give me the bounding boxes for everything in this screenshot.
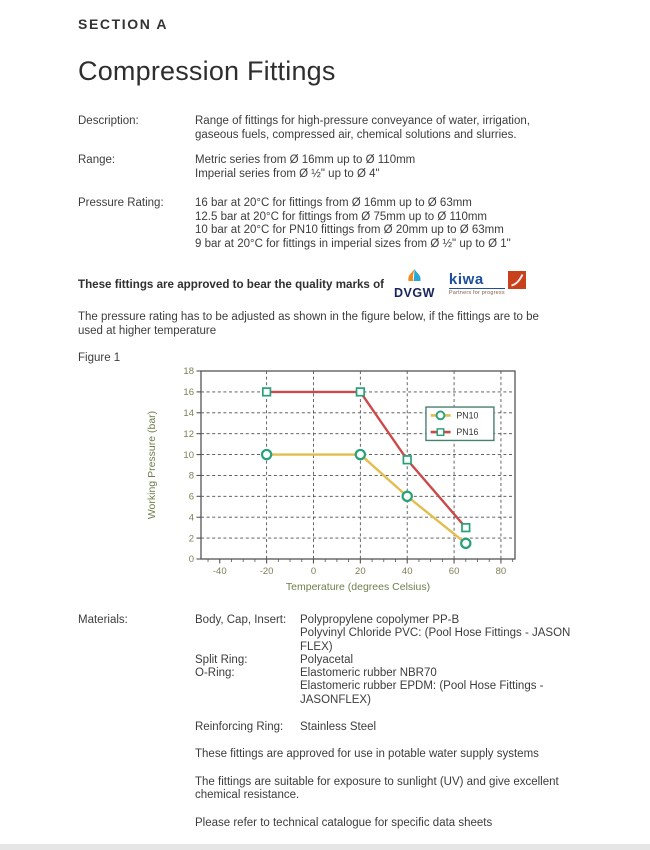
dvgw-logo: [394, 269, 435, 299]
material-value: Polyvinyl Chloride PVC: (Pool Hose Fittings - JASON: [300, 627, 571, 640]
spec-value: 16 bar at 20°C for fittings from Ø 16mm up to Ø 63mm 12.5 bar at 20°C for fittings from Ø 75mm up to Ø 110mm 10 bar at 20°C for PN10 fittings from Ø 20mm up to Ø 63mm 9 bar at 20°C for fittings in imperial sizes from Ø ½" up to Ø 1": [195, 197, 511, 250]
svg-text:0: 0: [310, 566, 317, 577]
materials-notes: [78, 748, 594, 830]
dvgw-flame-icon: [404, 269, 425, 287]
note-uv-resistance: The fittings are suitable for exposure to sunlight (UV) and give excellent chemical resistance.: [195, 775, 559, 802]
svg-text:-40: -40: [212, 566, 227, 577]
adjust-note: The pressure rating has to be adjusted as shown in the figure below, if the fittings are to be used at higher temperature: [78, 311, 539, 337]
svg-text:0: 0: [188, 554, 194, 566]
page-footer-strip: [0, 844, 650, 850]
materials-label: Materials:: [78, 614, 128, 626]
dvgw-wordmark: DVGW: [394, 286, 435, 300]
svg-text:40: 40: [401, 566, 413, 577]
kiwa-wordmark-block: [448, 270, 505, 296]
kiwa-logo: [448, 270, 526, 296]
page-title: Compression Fittings: [78, 56, 336, 86]
material-value: Stainless Steel: [300, 721, 377, 734]
note-potable-water: These fittings are approved for use in potable water supply systems: [195, 748, 539, 761]
material-value: Elastomeric rubber NBR70: [300, 667, 437, 680]
svg-text:-20: -20: [259, 566, 274, 577]
svg-text:10: 10: [183, 449, 194, 461]
kiwa-mark-icon: [508, 271, 526, 294]
svg-text:12: 12: [183, 428, 194, 440]
spec-value: Range of fittings for high-pressure conveyance of water, irrigation, gaseous fuels, compressed air, chemical solutions and slurries.: [195, 115, 530, 141]
material-key: Split Ring:: [195, 653, 248, 666]
svg-text:2: 2: [188, 533, 194, 545]
svg-text:PN16: PN16: [456, 427, 479, 438]
svg-text:14: 14: [183, 407, 194, 419]
materials-grid: [78, 614, 594, 734]
material-value: FLEX): [300, 640, 333, 653]
svg-text:8: 8: [188, 470, 194, 482]
note-catalogue: Please refer to technical catalogue for specific data sheets: [195, 816, 493, 829]
material-key: O-Ring:: [195, 667, 235, 680]
svg-text:20: 20: [355, 566, 366, 577]
approval-line: [78, 267, 594, 301]
material-value: Polyacetal: [300, 653, 354, 666]
svg-text:Temperature (degrees Celsius): Temperature (degrees Celsius): [285, 581, 431, 593]
figure-block: [141, 366, 594, 602]
svg-text:18: 18: [183, 366, 194, 378]
spec-label: Description:: [78, 115, 139, 127]
kiwa-tagline: Partners for progress: [448, 289, 505, 296]
figure-caption: Figure 1: [78, 352, 121, 364]
svg-text:4: 4: [188, 512, 194, 524]
approval-text: These fittings are approved to bear the quality marks of: [78, 277, 385, 291]
material-key: Reinforcing Ring:: [195, 721, 284, 734]
svg-text:Working Pressure (bar): Working Pressure (bar): [146, 410, 158, 520]
spec-row-pressure-rating: [78, 197, 594, 251]
spec-row-range: [78, 154, 594, 181]
svg-text:60: 60: [448, 566, 460, 577]
materials-section: [78, 614, 594, 830]
svg-text:16: 16: [183, 387, 194, 399]
material-value: Elastomeric rubber EPDM: (Pool Hose Fittings -: [300, 680, 544, 693]
svg-text:6: 6: [188, 491, 194, 503]
spec-label: Range:: [78, 154, 116, 166]
spec-value: Metric series from Ø 16mm up to Ø 110mm Imperial series from Ø ½" up to Ø 4": [195, 154, 416, 180]
material-value: Polypropylene copolymer PP-B: [300, 614, 460, 626]
material-key: Body, Cap, Insert:: [195, 614, 287, 626]
svg-text:80: 80: [495, 566, 507, 577]
spec-row-description: [78, 115, 594, 142]
spec-list: [78, 115, 594, 251]
pressure-temperature-chart: [141, 366, 611, 602]
section-label: SECTION A: [78, 16, 169, 32]
svg-text:PN10: PN10: [456, 410, 479, 421]
kiwa-wordmark: kiwa: [449, 273, 505, 289]
spec-label: Pressure Rating:: [78, 197, 164, 209]
material-value: JASONFLEX): [300, 693, 371, 706]
